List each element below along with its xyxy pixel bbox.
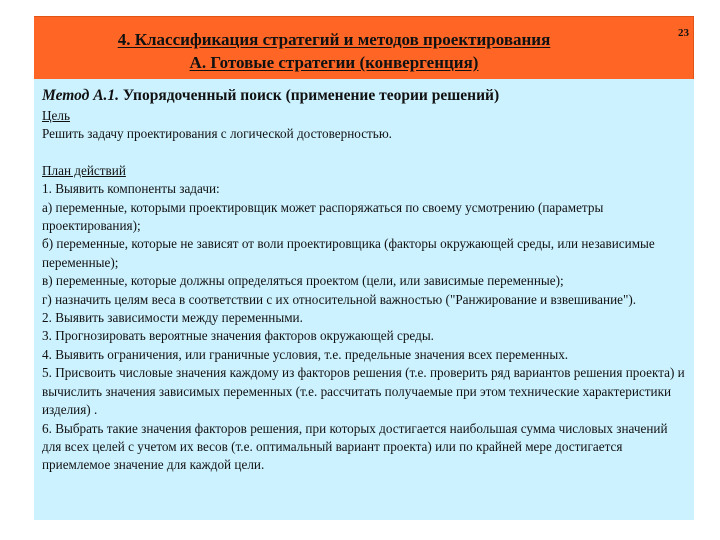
- plan-item: б) переменные, которые не зависят от воли проектировщика (факторы окружающей среды, или независимые переменные);: [42, 236, 655, 270]
- plan-item: 1. Выявить компоненты задачи:: [42, 181, 220, 197]
- plan-item: г) назначить целям веса в соответствии с их относительной важностью ("Ранжирование и взвешивание").: [42, 291, 637, 307]
- title-bar: [34, 16, 694, 79]
- plan-item: 6. Выбрать такие значения факторов решения, при которых достигается наибольшая сумма числовых значений для всех целей с учетом их весов (т.е. оптимальный вариант проекта) или по крайней мере достигается приемлемое значение для каждой цели.: [42, 420, 668, 473]
- method-heading: [42, 86, 690, 106]
- plan-item: а) переменные, которыми проектировщик может распоряжаться по своему усмотрению (параметры проектирования);: [42, 199, 604, 234]
- plan-item: 3. Прогнозировать вероятные значения факторов окружающей среды.: [42, 328, 434, 344]
- spacer: [42, 144, 690, 162]
- page-number: 23: [678, 27, 689, 39]
- slide-content: [42, 86, 690, 475]
- slide-title-line-2: А. Готовые стратегии (конвергенция): [189, 53, 479, 72]
- goal-text: Решить задачу проектирования с логической достоверностью.: [42, 126, 392, 142]
- method-name: Упорядоченный поиск (применение теории решений): [122, 87, 500, 104]
- plan-heading: План действий: [42, 162, 126, 178]
- plan-item: в) переменные, которые должны определяться проектом (цели, или зависимые переменные);: [42, 273, 564, 289]
- method-label: Метод А.1.: [42, 87, 120, 104]
- slide-title-line-1: 4. Классификация стратегий и методов проектирования: [117, 30, 551, 49]
- goal-heading: Цель: [42, 108, 70, 123]
- slide: [34, 16, 694, 520]
- plan-item: 4. Выявить ограничения, или граничные условия, т.е. предельные значения всех переменных.: [42, 346, 569, 362]
- plan-item: 2. Выявить зависимости между переменными.: [42, 310, 303, 326]
- plan-item: 5. Присвоить числовые значения каждому из факторов решения (т.е. проверить ряд вариантов решения проекта) и вычислить значения зависимых переменных (т.е. рассчитать получаемые при этом технические характеристики изделия) .: [42, 365, 685, 418]
